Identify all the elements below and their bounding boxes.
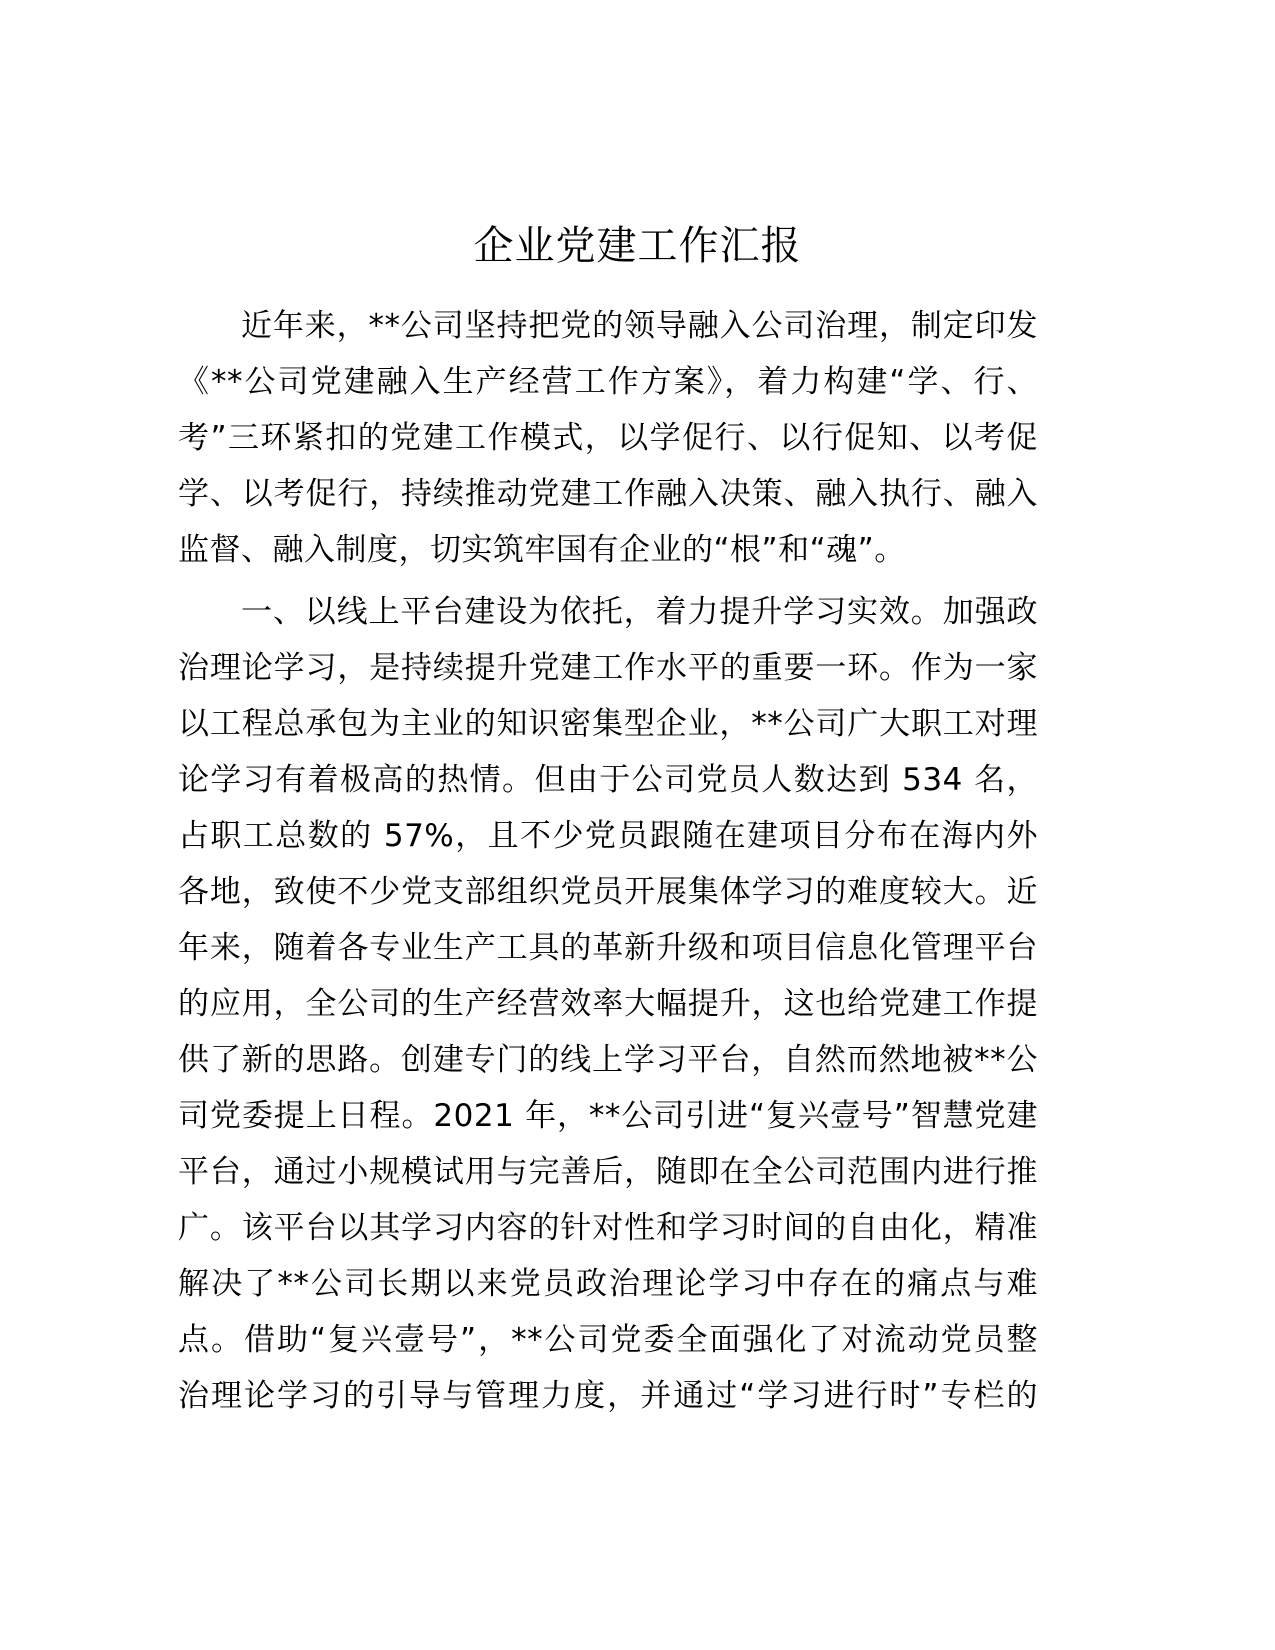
text-line: 近年来，**公司坚持把党的领导融入公司治理，制定印发 <box>241 308 1038 344</box>
text-line: 各地，致使不少党支部组织党员开展集体学习的难度较大。近 <box>178 874 1038 910</box>
text-line: 监督、融入制度，切实筑牢国有企业的“根”和“魂”。 <box>178 532 906 568</box>
text-line: 论学习有着极高的热情。但由于公司党员人数达到 534 名， <box>178 762 1038 798</box>
text-line: 《**公司党建融入生产经营工作方案》，着力构建“学、行、 <box>178 364 1038 400</box>
text-line: 平台，通过小规模试用与完善后，随即在全公司范围内进行推 <box>178 1154 1038 1190</box>
text-line: 治理论学习，是持续提升党建工作水平的重要一环。作为一家 <box>178 650 1038 686</box>
text-line: 广。该平台以其学习内容的针对性和学习时间的自由化，精准 <box>178 1210 1038 1246</box>
document-title: 企业党建工作汇报 <box>473 223 802 269</box>
paragraph-intro <box>178 298 1038 578</box>
text-line: 考”三环紧扣的党建工作模式，以学促行、以行促知、以考促 <box>178 420 1038 456</box>
text-line: 解决了**公司长期以来党员政治理论学习中存在的痛点与难 <box>178 1266 1038 1302</box>
text-line: 占职工总数的 57%，且不少党员跟随在建项目分布在海内外 <box>178 818 1038 854</box>
document-body <box>178 298 1038 1424</box>
text-line: 年来，随着各专业生产工具的革新升级和项目信息化管理平台 <box>178 930 1038 966</box>
text-line: 司党委提上日程。2021 年，**公司引进“复兴壹号”智慧党建 <box>178 1098 1038 1134</box>
section-heading-line: 一、以线上平台建设为依托，着力提升学习实效。加强政 <box>241 594 1038 630</box>
text-line: 供了新的思路。创建专门的线上学习平台，自然而然地被**公 <box>178 1042 1038 1078</box>
text-line: 学、以考促行，持续推动党建工作融入决策、融入执行、融入 <box>178 476 1038 512</box>
text-line: 点。借助“复兴壹号”，**公司党委全面强化了对流动党员整 <box>178 1322 1038 1358</box>
text-line: 的应用，全公司的生产经营效率大幅提升，这也给党建工作提 <box>178 986 1038 1022</box>
paragraph-section-one <box>178 584 1038 1424</box>
text-line: 以工程总承包为主业的知识密集型企业，**公司广大职工对理 <box>178 706 1038 742</box>
text-line: 治理论学习的引导与管理力度，并通过“学习进行时”专栏的 <box>178 1378 1038 1414</box>
